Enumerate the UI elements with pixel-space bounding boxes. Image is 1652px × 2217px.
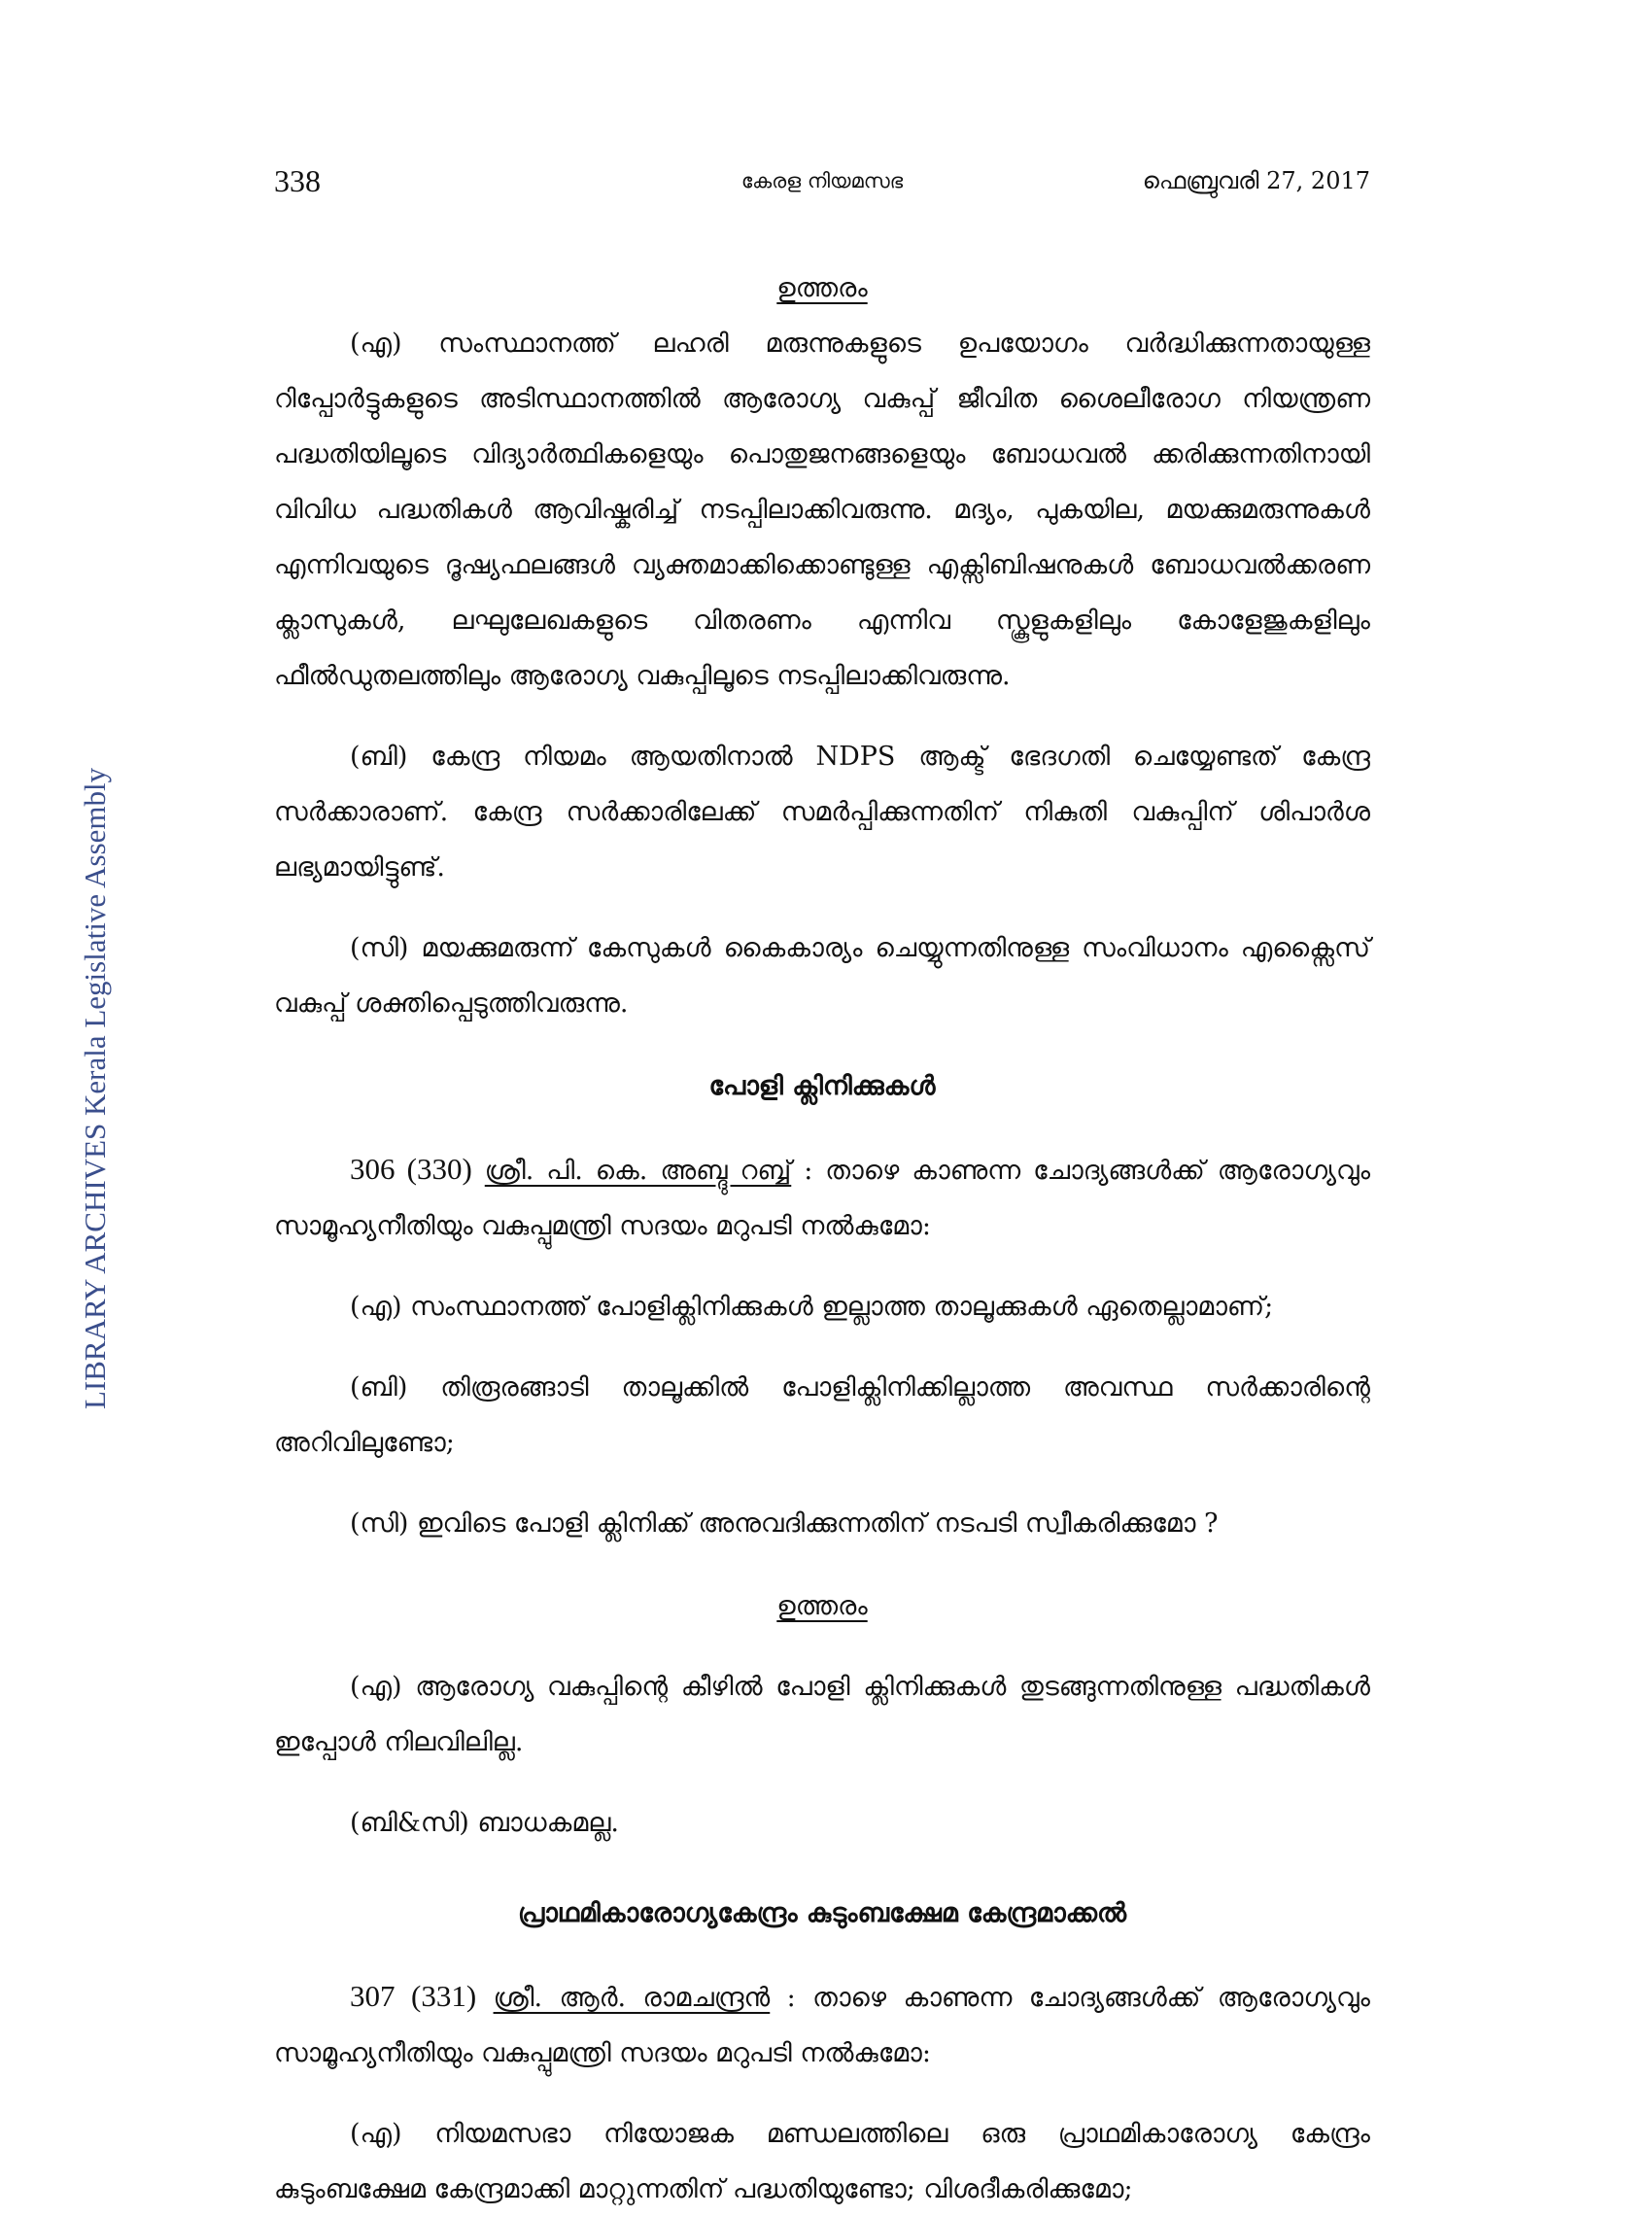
page-number: 338 (274, 163, 321, 198)
question-number: 306 (330) (350, 1152, 472, 1186)
question-item: (ബി) തിരൂരങ്ങാടി താലൂക്കിൽ പോളിക്ലിനിക്കില്ലാത്ത അവസ്ഥ സർക്കാരിന്റെ അറിവിലുണ്ടോ; (274, 1372, 1370, 1458)
section-title: പ്രാഥമികാരോഗ്യകേന്ദ്രം കുടുംബക്ഷേമ കേന്ദ്രമാക്കൽ (517, 1898, 1127, 1928)
answer-heading (274, 260, 1370, 316)
document-body (274, 260, 1370, 2217)
section-heading (274, 1058, 1370, 1114)
answer-paragraph: (ബി&സി) ബാധകമല്ല. (350, 1808, 619, 1838)
page-header (274, 163, 1370, 202)
question-paragraph (274, 1968, 1370, 2081)
question-intro: : താഴെ കാണുന്ന ചോദ്യങ്ങൾക്ക് ആരോഗ്യവും സാമൂഹ്യനീതിയും വകുപ്പുമന്ത്രി സദയം മറുപടി നൽകുമോ: (274, 1983, 1370, 2068)
answer-label: ഉത്തരം (776, 273, 868, 303)
question-item: (സി) ഇവിടെ പോളി ക്ലിനിക്ക് അനുവദിക്കുന്നതിന് നടപടി സ്വീകരിക്കുമോ ? (350, 1508, 1219, 1539)
answer-heading (274, 1578, 1370, 1634)
archive-watermark: LIBRARY ARCHIVES Kerala Legislative Assembly (78, 767, 112, 1409)
answer-paragraph: (എ) സംസ്ഥാനത്ത് ലഹരി മരുന്നുകളുടെ ഉപയോഗം വർദ്ധിക്കുന്നതായുള്ള റിപ്പോർട്ടുകളുടെ അടിസ്ഥാനത്തിൽ ആരോഗ്യ വകുപ്പ് ജീവിത ശൈലീരോഗ നിയന്ത്രണ പദ്ധതിയിലൂടെ വിദ്യാർത്ഥികളെയും പൊതുജനങ്ങളെയും ബോധവൽ ക്കരിക്കുന്നതിനായി വിവിധ പദ്ധതികൾ ആവിഷ്കരിച്ച് നടപ്പിലാക്കിവരുന്നു. മദ്യം, പുകയില, മയക്കുമരുന്നുകൾ എന്നിവയുടെ ദൂഷ്യഫലങ്ങൾ വ്യക്തമാക്കിക്കൊണ്ടുള്ള എക്സിബിഷനുകൾ ബോധവൽക്കരണ ക്ലാസുകൾ, ലഘുലേഖകളുടെ വിതരണം എന്നിവ സ്കൂളുകളിലും കോളേജുകളിലും ഫീൽഡുതലത്തിലും ആരോഗ്യ വകുപ്പിലൂടെ നടപ്പിലാക്കിവരുന്നു. (274, 329, 1370, 691)
question-item: (എ) സംസ്ഥാനത്ത് പോളിക്ലിനിക്കുകൾ ഇല്ലാത്ത താലൂക്കുകൾ ഏതെല്ലാമാണ്; (350, 1292, 1274, 1322)
question-number: 307 (331) (350, 1979, 477, 2013)
question-intro: : താഴെ കാണുന്ന ചോദ്യങ്ങൾക്ക് ആരോഗ്യവും സാമൂഹ്യനീതിയും വകുപ്പുമന്ത്രി സദയം മറുപടി നൽകുമോ: (274, 1156, 1371, 1241)
member-name: ശ്രീ. പി. കെ. അബ്ദു റബ്ബ് (484, 1156, 792, 1186)
question-paragraph (274, 1141, 1370, 1254)
running-title: കേരള നിയമസഭ (740, 169, 904, 192)
answer-paragraph: (എ) ആരോഗ്യ വകുപ്പിന്റെ കീഴിൽ പോളി ക്ലിനിക്കുകൾ തുടങ്ങുന്നതിനുള്ള പദ്ധതികൾ ഇപ്പോൾ നിലവിലില്ല. (274, 1672, 1370, 1757)
answer-paragraph: (സി) മയക്കുമരുന്ന് കേസുകൾ കൈകാര്യം ചെയ്യുന്നതിനുള്ള സംവിധാനം എക്സൈസ് വകുപ്പ് ശക്തിപ്പെടുത്തിവരുന്നു. (274, 933, 1370, 1019)
answer-label: ഉത്തരം (776, 1591, 868, 1621)
section-title: പോളി ക്ലിനിക്കുകൾ (708, 1071, 936, 1101)
question-item: (എ) നിയമസഭാ നിയോജക മണ്ഡലത്തിലെ ഒരു പ്രാഥമികാരോഗ്യ കേന്ദ്രം കുടുംബക്ഷേമ കേന്ദ്രമാക്കി മാറ്റുന്നതിന് പദ്ധതിയുണ്ടോ; വിശദീകരിക്കുമോ; (274, 2119, 1370, 2204)
member-name: ശ്രീ. ആർ. രാമചന്ദ്രൻ (493, 1983, 771, 2013)
answer-paragraph: (ബി) കേന്ദ്ര നിയമം ആയതിനാൽ NDPS ആക്ട് ഭേദഗതി ചെയ്യേണ്ടത് കേന്ദ്ര സർക്കാരാണ്. കേന്ദ്ര സർക്കാരിലേക്ക് സമർപ്പിക്കുന്നതിന് നികുതി വകുപ്പിന് ശിപാർശ ലഭ്യമായിട്ടുണ്ട്. (274, 742, 1370, 883)
section-heading (274, 1886, 1370, 1941)
running-date: ഫെബ്രുവരി 27, 2017 (1142, 167, 1370, 194)
